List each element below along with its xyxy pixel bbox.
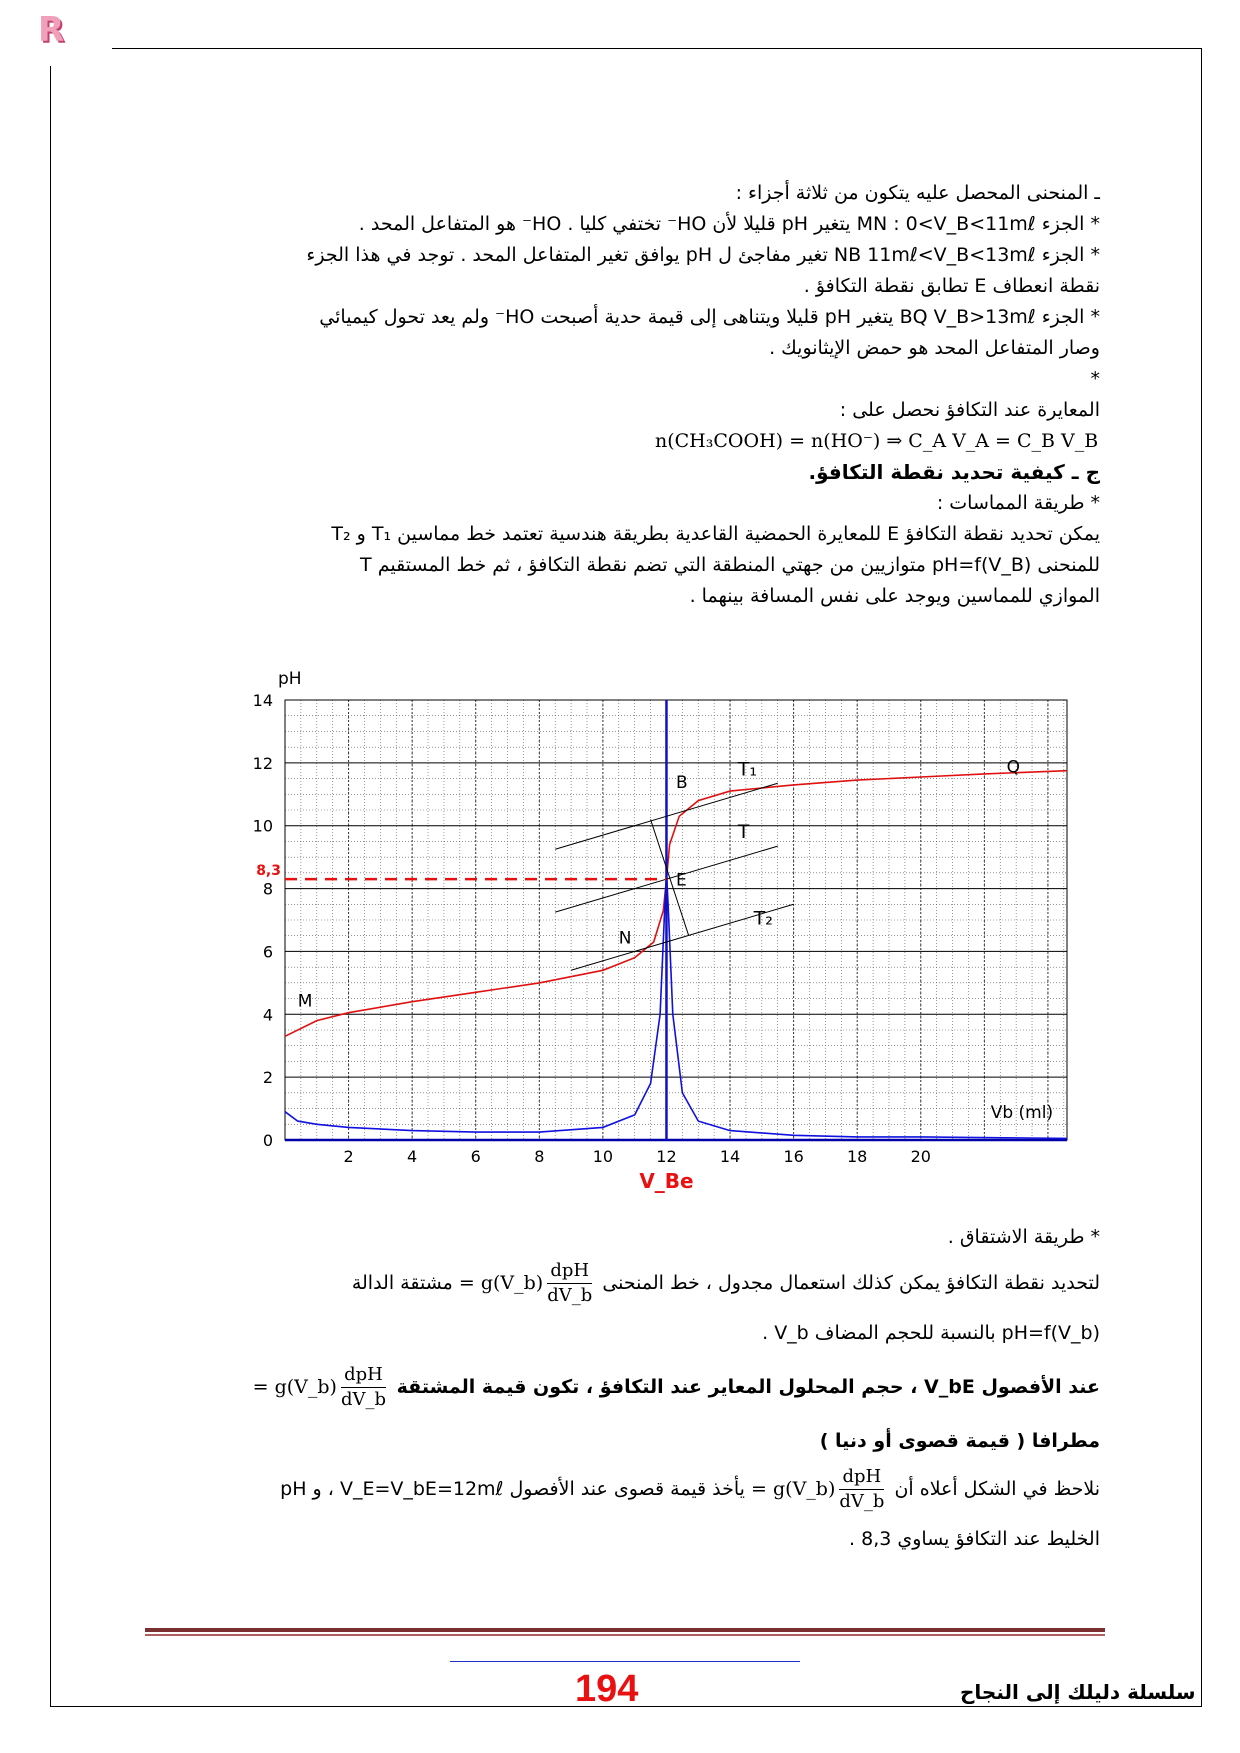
section-heading: ج ـ كيفية تحديد نقطة التكافؤ. (808, 460, 1100, 484)
text-block-bottom (180, 1222, 1100, 1555)
part-bq-line-1: * الجزء BQ V_B>13mℓ يتغير pH قليلا ويتناهى إلى قيمة حدية أصبحت HO⁻ ولم يعد تحول كيميائي (319, 306, 1100, 328)
part-nb-line-2: نقطة انعطاف E تطابق نقطة التكافؤ . (803, 275, 1100, 297)
x-tick-label: 20 (910, 1147, 931, 1166)
y-tick-label: 14 (252, 691, 273, 710)
y-tick-label: 4 (262, 1005, 273, 1025)
bold-line-1: عند الأفصول V_bE ، حجم المحلول المعاير عند التكافؤ ، تكون قيمة المشتقة $\frac{\text{dpH}}{dV\_b}$ = g(V_b) (252, 1364, 1100, 1410)
chart-overlays (256, 700, 1020, 1193)
series-line (285, 873, 1067, 1139)
note-line-1: نلاحظ في الشكل أعلاه أن $\frac{\text{dpH}}{dV\_b}$ = g(V_b) يأخذ قيمة قصوى عند الأفصول V_E=V_bE=12mℓ ، و pH (280, 1466, 1100, 1512)
bold-line-2: مطرافا ( قيمة قصوى أو دنيا ) (819, 1430, 1100, 1452)
fraction-dph-dvb-2: $\frac{\text{dpH}}{dV\_b}$ (340, 1364, 387, 1410)
x-tick-label: 18 (847, 1147, 868, 1166)
point-label: Q (1006, 757, 1020, 778)
equivalence-ph-label: 8,3 (256, 863, 281, 880)
series-line (285, 771, 1067, 1037)
equivalence-equation: n(CH₃COOH) = n(HO⁻) ⇒ C_A V_A = C_B V_B (655, 430, 1099, 452)
tangent-label: T (737, 821, 750, 844)
equivalence-line: المعايرة عند التكافؤ نحصل على : (839, 399, 1100, 421)
frame-left-line (50, 66, 51, 1706)
tangent-line-3: الموازي للمماسين ويوجد على نفس المسافة بينهما . (689, 585, 1100, 607)
series-title: سلسلة دليلك إلى النجاح (960, 1680, 1196, 1704)
fraction-dph-dvb-3: $\frac{\text{dpH}}{dV\_b}$ (839, 1466, 885, 1512)
x-tick-label: 2 (343, 1147, 354, 1166)
derivative-method-title: * طريقة الاشتقاق . (947, 1226, 1100, 1248)
logo-r: R (38, 10, 65, 50)
y-tick-label: 12 (252, 753, 273, 773)
note-line-2: الخليط عند التكافؤ يساوي 8,3 . (849, 1528, 1100, 1550)
tangent-method-title: * طريقة المماسات : (936, 492, 1100, 514)
x-tick-label: 6 (470, 1147, 481, 1166)
intro-line: ـ المنحنى المحصل عليه يتكون من ثلاثة أجزاء : (735, 182, 1100, 204)
derivative-line-1: لتحديد نقطة التكافؤ يمكن كذلك استعمال مجدول ، خط المنحنى $\frac{\text{dpH}}{dV\_b}$ = g(V_b) مشتقة الدالة (351, 1260, 1100, 1306)
y-tick-label: 2 (262, 1068, 273, 1088)
tangent-line-1: يمكن تحديد نقطة التكافؤ E للمعايرة الحمضية القاعدية بطريقة هندسية تعتمد خط مماسين T₁ و T₂ (331, 523, 1100, 545)
chart-grid (285, 700, 1067, 1140)
titration-chart (240, 658, 1080, 1218)
equivalence-volume-label: V_Be (639, 1169, 694, 1193)
point-label: N (618, 928, 632, 949)
derivative-line-2: pH=f(V_b) بالنسبة للحجم المضاف V_b . (762, 1322, 1100, 1344)
part-mn-line: * الجزء MN : 0<V_B<11mℓ يتغير pH قليلا لأن HO⁻ تختفي كليا . HO⁻ هو المتفاعل المحد . (358, 213, 1100, 235)
x-tick-label: 10 (592, 1147, 614, 1166)
page-number: 194 (575, 1668, 639, 1710)
text-block-top (180, 178, 1100, 612)
tangent-label: T₁ (737, 758, 757, 781)
x-tick-label: 12 (656, 1147, 677, 1166)
x-tick-label: 4 (407, 1147, 418, 1166)
tangent-label: T₂ (753, 907, 773, 930)
x-tick-label: 14 (719, 1147, 741, 1166)
footer-rule-dark (145, 1628, 1105, 1632)
star-line: * (1090, 368, 1100, 390)
chart-axes (253, 669, 1067, 1166)
part-bq-line-2: وصار المتفاعل المحد هو حمض الإيثانويك . (769, 337, 1100, 359)
footer-blue-line (450, 1661, 800, 1662)
x-tick-label: 8 (534, 1147, 545, 1166)
tangent-line-2: للمنحنى pH=f(V_B) متوازيين من جهتي المنطقة التي تضم نقطة التكافؤ ، ثم خط المستقيم T (360, 554, 1100, 576)
point-label: M (297, 991, 313, 1012)
fraction-dph-dvb: $\frac{\text{dpH}}{dV\_b}$ (547, 1260, 593, 1306)
y-axis-label: pH (278, 669, 302, 689)
part-nb-line-1: * الجزء NB 11mℓ<V_B<13mℓ تغير مفاجئ ل pH يوافق تغير المتفاعل المحد . توجد في هذا الجزء (306, 244, 1100, 266)
frame-top-line (112, 48, 1202, 49)
frame-right-line (1201, 48, 1202, 1706)
footer-rule-light (145, 1634, 1105, 1636)
x-tick-label: 16 (783, 1147, 804, 1166)
x-axis-label: Vb (ml) (990, 1103, 1054, 1123)
y-tick-label: 10 (252, 816, 273, 836)
y-tick-label: 6 (262, 942, 273, 962)
point-label: E (676, 870, 687, 891)
point-label: B (676, 773, 688, 793)
y-tick-label: 8 (262, 879, 273, 899)
y-tick-label: 0 (262, 1131, 273, 1150)
